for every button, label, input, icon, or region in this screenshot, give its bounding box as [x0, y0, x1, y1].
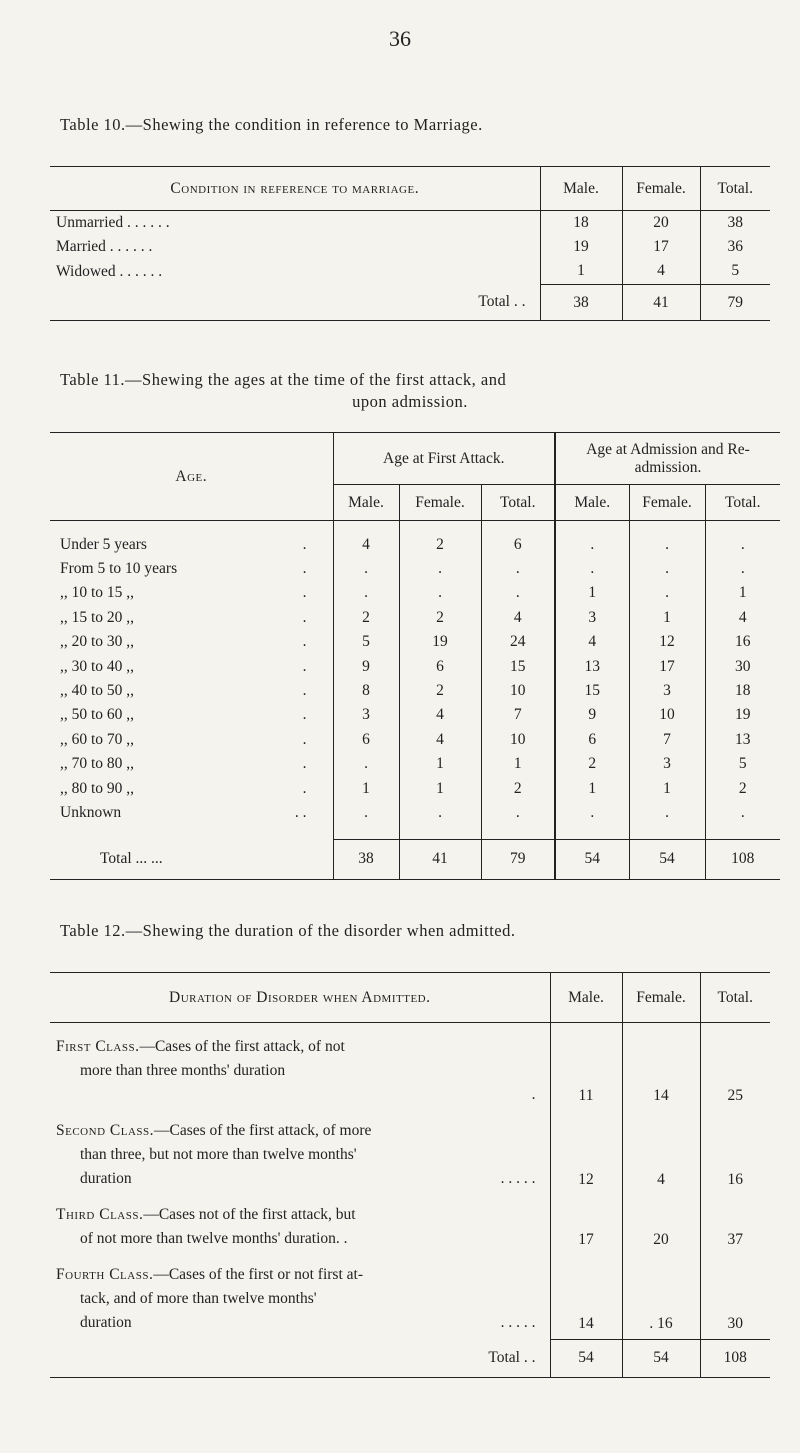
leader-dots: .: [302, 730, 307, 748]
class-heading: Third Class.: [56, 1206, 144, 1223]
row-label: Unknown: [60, 803, 122, 821]
cell-female: . 16: [622, 1255, 700, 1339]
class-heading: Second Class.: [56, 1122, 154, 1139]
cell-admission-male: .: [555, 533, 629, 557]
cell-admission-total: 30: [705, 654, 780, 678]
cell-first-female: 1: [399, 752, 481, 776]
row-label: ,, 15 to 20 ,,: [60, 608, 135, 626]
table11-header-age: Age.: [50, 433, 333, 521]
cell-admission-male: .: [555, 557, 629, 581]
cell-female: 20: [622, 1195, 700, 1255]
leader-dots: .: [302, 755, 307, 773]
cell-male: 14: [550, 1255, 622, 1339]
cell-first-total: .: [481, 557, 555, 581]
cell-total: 30: [700, 1255, 770, 1339]
total-female: 41: [622, 285, 700, 321]
cell-first-male: 3: [333, 703, 399, 727]
class-line2: of not more than twelve months' duration. .: [80, 1230, 348, 1247]
header-female: Female.: [629, 485, 705, 521]
cell-admission-male: 6: [555, 728, 629, 752]
table10: [50, 166, 770, 321]
row-label: ,, 50 to 60 ,,: [60, 706, 135, 724]
cell-admission-total: 18: [705, 679, 780, 703]
header-male: Male.: [555, 485, 629, 521]
cell-first-female: 4: [399, 728, 481, 752]
cell-first-total: 6: [481, 533, 555, 557]
cell-first-male: 8: [333, 679, 399, 703]
total-admission-female: 54: [629, 839, 705, 879]
leader-dots: . . . . . .: [127, 213, 170, 231]
class-line1: —Cases of the first or not first at-: [153, 1266, 363, 1283]
header-total: Total.: [705, 485, 780, 521]
cell-first-male: 1: [333, 776, 399, 800]
cell-first-female: 6: [399, 654, 481, 678]
table10-header-condition: Condition in reference to marriage.: [50, 167, 540, 211]
table-row: [50, 557, 780, 581]
cell-first-female: 19: [399, 630, 481, 654]
row-label: Married: [56, 237, 106, 255]
cell-first-male: .: [333, 752, 399, 776]
cell-first-male: .: [333, 801, 399, 825]
table11: [50, 432, 780, 880]
cell-female: 4: [622, 1111, 700, 1195]
cell-first-female: 2: [399, 679, 481, 703]
cell-admission-male: 1: [555, 776, 629, 800]
leader-dots: .: [302, 560, 307, 578]
cell-admission-female: 1: [629, 606, 705, 630]
cell-first-total: 10: [481, 679, 555, 703]
cell-admission-male: 1: [555, 581, 629, 605]
cell-total: 5: [700, 259, 770, 285]
table-row: [50, 679, 780, 703]
table-row: [50, 259, 770, 285]
cell-female: 17: [622, 235, 700, 259]
table-total-row: [50, 1339, 770, 1377]
cell-first-male: 4: [333, 533, 399, 557]
class-line2: more than three months' duration: [80, 1062, 286, 1079]
row-label: ,, 70 to 80 ,,: [60, 755, 135, 773]
class-line2: tack, and of more than twelve months': [80, 1290, 317, 1307]
cell-first-total: 15: [481, 654, 555, 678]
cell-first-male: 9: [333, 654, 399, 678]
cell-admission-total: 5: [705, 752, 780, 776]
total-admission-male: 54: [555, 839, 629, 879]
cell-admission-female: 3: [629, 679, 705, 703]
cell-admission-female: .: [629, 533, 705, 557]
leader-dots: .: [302, 657, 307, 675]
class-line2: than three, but not more than twelve months': [80, 1146, 357, 1163]
table-row: [50, 533, 780, 557]
cell-male: 12: [550, 1111, 622, 1195]
total-total: 108: [700, 1339, 770, 1377]
table10-header-female: Female.: [622, 167, 700, 211]
row-label: Under 5 years: [60, 535, 147, 553]
cell-female: 14: [622, 1023, 700, 1112]
cell-admission-total: 2: [705, 776, 780, 800]
total-first-female: 41: [399, 839, 481, 879]
leader-dots: . .: [523, 1348, 536, 1366]
table10-caption: Table 10.—Shewing the condition in reference to Marriage.: [60, 115, 483, 134]
table12-header-duration: Duration of Disorder when Admitted.: [50, 973, 550, 1023]
table12-header-female: Female.: [622, 973, 700, 1023]
cell-first-male: 2: [333, 606, 399, 630]
cell-admission-male: 13: [555, 654, 629, 678]
cell-first-male: .: [333, 557, 399, 581]
cell-admission-female: 1: [629, 776, 705, 800]
class-line3: duration: [80, 1314, 132, 1331]
cell-total: 16: [700, 1111, 770, 1195]
cell-male: 19: [540, 235, 622, 259]
cell-male: 17: [550, 1195, 622, 1255]
total-label: Total ... ...: [100, 849, 163, 867]
cell-first-total: 10: [481, 728, 555, 752]
row-label: From 5 to 10 years: [60, 560, 178, 578]
total-admission-total: 108: [705, 839, 780, 879]
leader-dots: .: [302, 608, 307, 626]
table12-header-total: Total.: [700, 973, 770, 1023]
class-line3: duration: [80, 1170, 132, 1187]
cell-admission-male: .: [555, 801, 629, 825]
class-line1: —Cases not of the first attack, but: [143, 1206, 356, 1223]
table-row: [50, 581, 780, 605]
row-label: ,, 10 to 15 ,,: [60, 584, 135, 602]
table-row: [50, 703, 780, 727]
page-number: 36: [389, 26, 411, 51]
row-label: ,, 40 to 50 ,,: [60, 682, 135, 700]
cell-admission-female: .: [629, 557, 705, 581]
cell-first-female: .: [399, 557, 481, 581]
table-row: [50, 654, 780, 678]
row-label: ,, 20 to 30 ,,: [60, 633, 135, 651]
total-label: Total: [478, 293, 510, 311]
cell-female: 20: [622, 211, 700, 235]
cell-admission-female: .: [629, 801, 705, 825]
cell-first-male: 5: [333, 630, 399, 654]
table12-caption: Table 12.—Shewing the duration of the disorder when admitted.: [60, 921, 516, 940]
table-row: [50, 1195, 770, 1255]
table-row: [50, 728, 780, 752]
cell-admission-male: 2: [555, 752, 629, 776]
cell-first-female: .: [399, 581, 481, 605]
cell-first-total: 7: [481, 703, 555, 727]
row-label: Unmarried: [56, 213, 124, 231]
cell-first-male: 6: [333, 728, 399, 752]
cell-first-total: .: [481, 581, 555, 605]
leader-dots: .: [302, 706, 307, 724]
cell-admission-total: 16: [705, 630, 780, 654]
cell-first-female: 1: [399, 776, 481, 800]
cell-first-total: 2: [481, 776, 555, 800]
row-label: ,, 60 to 70 ,,: [60, 730, 135, 748]
total-male: 38: [540, 285, 622, 321]
leader-dots: .: [531, 1086, 536, 1103]
leader-dots: .: [302, 633, 307, 651]
cell-admission-total: .: [705, 557, 780, 581]
total-total: 79: [700, 285, 770, 321]
cell-first-female: 4: [399, 703, 481, 727]
class-line1: —Cases of the first attack, of more: [154, 1122, 372, 1139]
class-line1: —Cases of the first attack, of not: [139, 1038, 345, 1055]
row-label: ,, 30 to 40 ,,: [60, 657, 135, 675]
cell-first-male: .: [333, 581, 399, 605]
table-row: [50, 752, 780, 776]
cell-admission-female: 10: [629, 703, 705, 727]
leader-dots: . . . . .: [500, 1170, 536, 1187]
cell-admission-total: .: [705, 801, 780, 825]
row-label: ,, 80 to 90 ,,: [60, 779, 135, 797]
total-first-male: 38: [333, 839, 399, 879]
table11-header-admission: Age at Admission and Re-admission.: [555, 433, 780, 485]
cell-first-total: 24: [481, 630, 555, 654]
leader-dots: .: [302, 682, 307, 700]
cell-admission-male: 9: [555, 703, 629, 727]
cell-male: 1: [540, 259, 622, 285]
leader-dots: . . . . . .: [109, 237, 153, 255]
cell-first-female: 2: [399, 533, 481, 557]
cell-female: 4: [622, 259, 700, 285]
cell-admission-total: .: [705, 533, 780, 557]
table-row: [50, 211, 770, 235]
class-heading: Fourth Class.: [56, 1266, 154, 1283]
table-row: [50, 801, 780, 825]
table12-header-male: Male.: [550, 973, 622, 1023]
leader-dots: .: [302, 584, 307, 602]
cell-admission-female: 17: [629, 654, 705, 678]
cell-admission-female: 7: [629, 728, 705, 752]
table12: [50, 972, 770, 1378]
cell-first-total: .: [481, 801, 555, 825]
cell-admission-female: .: [629, 581, 705, 605]
table-total-row: [50, 839, 780, 879]
cell-male: 18: [540, 211, 622, 235]
cell-first-female: .: [399, 801, 481, 825]
leader-dots: .: [302, 535, 307, 553]
cell-total: 38: [700, 211, 770, 235]
total-label: Total: [488, 1348, 520, 1366]
cell-admission-male: 15: [555, 679, 629, 703]
table-row: [50, 1111, 770, 1195]
cell-total: 37: [700, 1195, 770, 1255]
cell-admission-male: 4: [555, 630, 629, 654]
leader-dots: . . . . .: [500, 1314, 536, 1331]
table10-header-male: Male.: [540, 167, 622, 211]
table10-header-total: Total.: [700, 167, 770, 211]
table-row: [50, 776, 780, 800]
cell-admission-total: 13: [705, 728, 780, 752]
total-female: 54: [622, 1339, 700, 1377]
table-row: [50, 630, 780, 654]
table11-caption-line2: upon admission.: [352, 392, 468, 411]
leader-dots: . . . . . .: [119, 262, 163, 280]
cell-admission-total: 19: [705, 703, 780, 727]
cell-first-female: 2: [399, 606, 481, 630]
table-row: [50, 606, 780, 630]
table11-caption: [60, 369, 760, 413]
table-row: [50, 235, 770, 259]
cell-male: 11: [550, 1023, 622, 1112]
table11-header-first-attack: Age at First Attack.: [333, 433, 555, 485]
cell-first-total: 4: [481, 606, 555, 630]
header-female: Female.: [399, 485, 481, 521]
table-total-row: [50, 285, 770, 321]
cell-admission-total: 4: [705, 606, 780, 630]
cell-total: 25: [700, 1023, 770, 1112]
table-row: [50, 1255, 770, 1339]
cell-admission-total: 1: [705, 581, 780, 605]
cell-first-total: 1: [481, 752, 555, 776]
table11-caption-line1: Table 11.—Shewing the ages at the time of the first attack, and: [60, 370, 507, 389]
cell-admission-female: 3: [629, 752, 705, 776]
cell-total: 36: [700, 235, 770, 259]
leader-dots: . .: [294, 803, 307, 821]
leader-dots: . .: [513, 293, 526, 311]
table-row: [50, 1023, 770, 1112]
class-heading: First Class.: [56, 1038, 140, 1055]
header-total: Total.: [481, 485, 555, 521]
total-male: 54: [550, 1339, 622, 1377]
row-label: Widowed: [56, 262, 116, 280]
leader-dots: .: [302, 779, 307, 797]
header-male: Male.: [333, 485, 399, 521]
cell-admission-male: 3: [555, 606, 629, 630]
total-first-total: 79: [481, 839, 555, 879]
cell-admission-female: 12: [629, 630, 705, 654]
